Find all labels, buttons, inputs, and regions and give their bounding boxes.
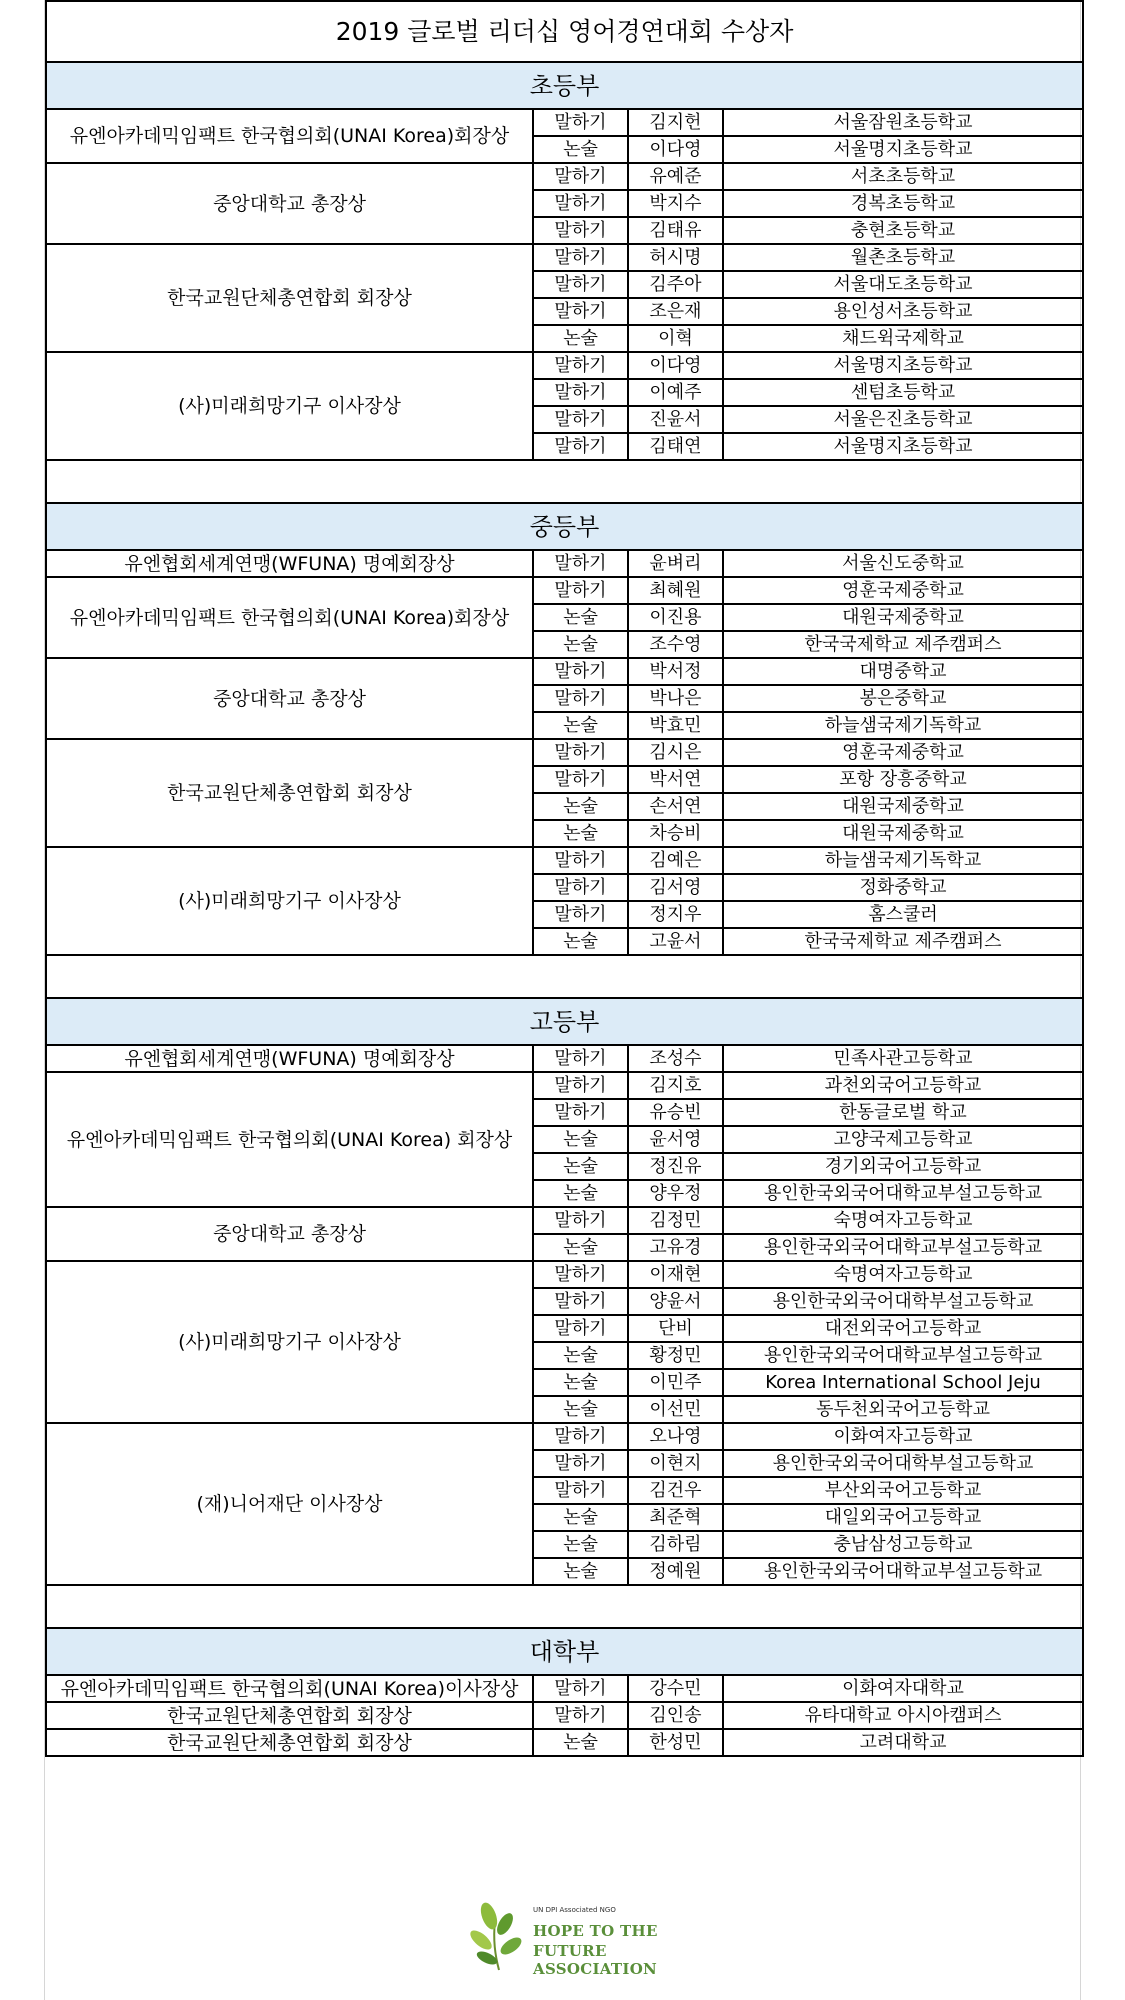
- section-title: 중등부: [46, 503, 1083, 550]
- category-cell: 말하기: [533, 577, 628, 604]
- category-cell: 말하기: [533, 685, 628, 712]
- category-cell: 말하기: [533, 163, 628, 190]
- school-cell: 유타대학교 아시아캠퍼스: [723, 1702, 1083, 1729]
- winner-name-cell: 김하림: [628, 1531, 723, 1558]
- section-header-row: [46, 998, 1083, 1045]
- winner-name-cell: 단비: [628, 1315, 723, 1342]
- school-cell: 한동글로벌 학교: [723, 1099, 1083, 1126]
- category-cell: 말하기: [533, 1288, 628, 1315]
- winner-name-cell: 한성민: [628, 1729, 723, 1756]
- school-cell: 고려대학교: [723, 1729, 1083, 1756]
- award-name: (사)미래희망기구 이사장상: [46, 352, 533, 460]
- table-row: [46, 109, 1083, 136]
- category-cell: 논술: [533, 1153, 628, 1180]
- winner-name-cell: 조수영: [628, 631, 723, 658]
- table-row: [46, 1702, 1083, 1729]
- spacer-row: [46, 1585, 1083, 1628]
- logo-tagline: UN DPI Associated NGO: [533, 1906, 616, 1914]
- awards-document: [45, 0, 1082, 1757]
- school-cell: 정화중학교: [723, 874, 1083, 901]
- category-cell: 말하기: [533, 1450, 628, 1477]
- school-cell: 숙명여자고등학교: [723, 1261, 1083, 1288]
- winner-name-cell: 이진용: [628, 604, 723, 631]
- category-cell: 논술: [533, 604, 628, 631]
- winner-name-cell: 유예준: [628, 163, 723, 190]
- category-cell: 말하기: [533, 739, 628, 766]
- winner-name-cell: 정지우: [628, 901, 723, 928]
- category-cell: 말하기: [533, 271, 628, 298]
- school-cell: 고양국제고등학교: [723, 1126, 1083, 1153]
- category-cell: 말하기: [533, 109, 628, 136]
- category-cell: 말하기: [533, 217, 628, 244]
- category-cell: 말하기: [533, 1702, 628, 1729]
- winner-name-cell: 김주아: [628, 271, 723, 298]
- school-cell: 서울은진초등학교: [723, 406, 1083, 433]
- table-row: [46, 550, 1083, 577]
- document-title: 2019 글로벌 리더십 영어경연대회 수상자: [46, 1, 1083, 62]
- award-name: 한국교원단체총연합회 회장상: [46, 739, 533, 847]
- winner-name-cell: 박나은: [628, 685, 723, 712]
- school-cell: 서울명지초등학교: [723, 433, 1083, 460]
- section-header-row: [46, 503, 1083, 550]
- category-cell: 말하기: [533, 550, 628, 577]
- winner-name-cell: 최혜원: [628, 577, 723, 604]
- school-cell: 용인한국외국어대학교부설고등학교: [723, 1558, 1083, 1585]
- school-cell: 과천외국어고등학교: [723, 1072, 1083, 1099]
- table-row: [46, 352, 1083, 379]
- winner-name-cell: 오나영: [628, 1423, 723, 1450]
- school-cell: 영훈국제중학교: [723, 577, 1083, 604]
- category-cell: 논술: [533, 1234, 628, 1261]
- winner-name-cell: 차승비: [628, 820, 723, 847]
- school-cell: 용인한국외국어대학부설고등학교: [723, 1288, 1083, 1315]
- table-row: [46, 1423, 1083, 1450]
- section-title: 초등부: [46, 62, 1083, 109]
- spacer-row: [46, 955, 1083, 998]
- category-cell: 논술: [533, 793, 628, 820]
- category-cell: 말하기: [533, 1423, 628, 1450]
- winner-name-cell: 김지호: [628, 1072, 723, 1099]
- school-cell: 용인한국외국어대학교부설고등학교: [723, 1180, 1083, 1207]
- winner-name-cell: 김예은: [628, 847, 723, 874]
- winner-name-cell: 정진유: [628, 1153, 723, 1180]
- school-cell: 한국국제학교 제주캠퍼스: [723, 928, 1083, 955]
- leaf-icon: [465, 1900, 535, 1972]
- school-cell: 동두천외국어고등학교: [723, 1396, 1083, 1423]
- category-cell: 말하기: [533, 1045, 628, 1072]
- category-cell: 말하기: [533, 190, 628, 217]
- title-row: [46, 1, 1083, 62]
- winner-name-cell: 이현지: [628, 1450, 723, 1477]
- winner-name-cell: 이다영: [628, 136, 723, 163]
- table-row: [46, 1207, 1083, 1234]
- category-cell: 말하기: [533, 379, 628, 406]
- school-cell: 봉은중학교: [723, 685, 1083, 712]
- winner-name-cell: 김인송: [628, 1702, 723, 1729]
- school-cell: 대일외국어고등학교: [723, 1504, 1083, 1531]
- school-cell: 영훈국제중학교: [723, 739, 1083, 766]
- category-cell: 논술: [533, 136, 628, 163]
- school-cell: 월촌초등학교: [723, 244, 1083, 271]
- school-cell: 경기외국어고등학교: [723, 1153, 1083, 1180]
- category-cell: 말하기: [533, 847, 628, 874]
- award-name: 유엔협회세계연맹(WFUNA) 명예회장상: [46, 1045, 533, 1072]
- category-cell: 말하기: [533, 1072, 628, 1099]
- winner-name-cell: 고윤서: [628, 928, 723, 955]
- category-cell: 논술: [533, 712, 628, 739]
- school-cell: 서울잠원초등학교: [723, 109, 1083, 136]
- spacer-row: [46, 460, 1083, 503]
- category-cell: 말하기: [533, 1477, 628, 1504]
- school-cell: 서울신도중학교: [723, 550, 1083, 577]
- category-cell: 말하기: [533, 1099, 628, 1126]
- award-name: (재)니어재단 이사장상: [46, 1423, 533, 1585]
- award-name: 유엔협회세계연맹(WFUNA) 명예회장상: [46, 550, 533, 577]
- school-cell: 한국국제학교 제주캠퍼스: [723, 631, 1083, 658]
- winner-name-cell: 강수민: [628, 1675, 723, 1702]
- table-row: [46, 1675, 1083, 1702]
- table-row: [46, 1072, 1083, 1099]
- school-cell: 용인한국외국어대학교부설고등학교: [723, 1342, 1083, 1369]
- winner-name-cell: 이다영: [628, 352, 723, 379]
- winner-name-cell: 최준혁: [628, 1504, 723, 1531]
- winner-name-cell: 허시명: [628, 244, 723, 271]
- school-cell: 홈스쿨러: [723, 901, 1083, 928]
- category-cell: 논술: [533, 1531, 628, 1558]
- school-cell: 서울명지초등학교: [723, 136, 1083, 163]
- category-cell: 말하기: [533, 1675, 628, 1702]
- winner-name-cell: 김지헌: [628, 109, 723, 136]
- winner-name-cell: 윤벼리: [628, 550, 723, 577]
- award-name: 유엔아카데믹임팩트 한국협의회(UNAI Korea)회장상: [46, 109, 533, 163]
- school-cell: 대원국제중학교: [723, 604, 1083, 631]
- section-spacer: [46, 460, 1083, 503]
- category-cell: 말하기: [533, 244, 628, 271]
- category-cell: 말하기: [533, 433, 628, 460]
- table-row: [46, 1045, 1083, 1072]
- winner-name-cell: 양우정: [628, 1180, 723, 1207]
- winner-name-cell: 조성수: [628, 1045, 723, 1072]
- school-cell: 이화여자고등학교: [723, 1423, 1083, 1450]
- winner-name-cell: 황정민: [628, 1342, 723, 1369]
- award-name: 중앙대학교 총장상: [46, 658, 533, 739]
- school-cell: 채드윅국제학교: [723, 325, 1083, 352]
- award-name: (사)미래희망기구 이사장상: [46, 847, 533, 955]
- category-cell: 논술: [533, 1369, 628, 1396]
- award-name: 중앙대학교 총장상: [46, 1207, 533, 1261]
- school-cell: 서초초등학교: [723, 163, 1083, 190]
- winner-name-cell: 이민주: [628, 1369, 723, 1396]
- section-spacer: [46, 955, 1083, 998]
- school-cell: 경복초등학교: [723, 190, 1083, 217]
- winner-name-cell: 김정민: [628, 1207, 723, 1234]
- category-cell: 말하기: [533, 1207, 628, 1234]
- school-cell: 용인성서초등학교: [723, 298, 1083, 325]
- school-cell: 센텀초등학교: [723, 379, 1083, 406]
- category-cell: 말하기: [533, 298, 628, 325]
- category-cell: 말하기: [533, 766, 628, 793]
- winner-name-cell: 박서연: [628, 766, 723, 793]
- winner-name-cell: 박지수: [628, 190, 723, 217]
- winner-name-cell: 손서연: [628, 793, 723, 820]
- school-cell: 포항 장흥중학교: [723, 766, 1083, 793]
- document-page: [44, 0, 1081, 2000]
- school-cell: 용인한국외국어대학부설고등학교: [723, 1450, 1083, 1477]
- table-row: [46, 244, 1083, 271]
- school-cell: 민족사관고등학교: [723, 1045, 1083, 1072]
- winner-name-cell: 유승빈: [628, 1099, 723, 1126]
- winner-name-cell: 이선민: [628, 1396, 723, 1423]
- winner-name-cell: 이재현: [628, 1261, 723, 1288]
- category-cell: 논술: [533, 1396, 628, 1423]
- school-cell: 서울대도초등학교: [723, 271, 1083, 298]
- award-name: 유엔아카데믹임팩트 한국협의회(UNAI Korea)이사장상: [46, 1675, 533, 1702]
- winner-name-cell: 조은재: [628, 298, 723, 325]
- winner-name-cell: 김서영: [628, 874, 723, 901]
- category-cell: 논술: [533, 1126, 628, 1153]
- table-row: [46, 658, 1083, 685]
- school-cell: 하늘샘국제기독학교: [723, 712, 1083, 739]
- category-cell: 말하기: [533, 1315, 628, 1342]
- school-cell: 충현초등학교: [723, 217, 1083, 244]
- awards-table: [45, 0, 1084, 1757]
- winner-name-cell: 김건우: [628, 1477, 723, 1504]
- winner-name-cell: 고유경: [628, 1234, 723, 1261]
- winner-name-cell: 이혁: [628, 325, 723, 352]
- school-cell: 하늘샘국제기독학교: [723, 847, 1083, 874]
- section-header-row: [46, 62, 1083, 109]
- school-cell: 부산외국어고등학교: [723, 1477, 1083, 1504]
- school-cell: 숙명여자고등학교: [723, 1207, 1083, 1234]
- award-name: (사)미래희망기구 이사장상: [46, 1261, 533, 1423]
- table-row: [46, 1729, 1083, 1756]
- award-name: 중앙대학교 총장상: [46, 163, 533, 244]
- category-cell: 논술: [533, 1504, 628, 1531]
- winner-name-cell: 김태연: [628, 433, 723, 460]
- category-cell: 논술: [533, 928, 628, 955]
- category-cell: 말하기: [533, 901, 628, 928]
- school-cell: 대전외국어고등학교: [723, 1315, 1083, 1342]
- category-cell: 말하기: [533, 1261, 628, 1288]
- winner-name-cell: 양윤서: [628, 1288, 723, 1315]
- table-row: [46, 163, 1083, 190]
- winner-name-cell: 진윤서: [628, 406, 723, 433]
- table-row: [46, 739, 1083, 766]
- school-cell: Korea International School Jeju: [723, 1369, 1083, 1396]
- winner-name-cell: 김태유: [628, 217, 723, 244]
- award-name: 유엔아카데믹임팩트 한국협의회(UNAI Korea)회장상: [46, 577, 533, 658]
- award-name: 한국교원단체총연합회 회장상: [46, 1702, 533, 1729]
- table-row: [46, 1261, 1083, 1288]
- award-name: 유엔아카데믹임팩트 한국협의회(UNAI Korea) 회장상: [46, 1072, 533, 1207]
- winner-name-cell: 이예주: [628, 379, 723, 406]
- section-title: 고등부: [46, 998, 1083, 1045]
- school-cell: 서울명지초등학교: [723, 352, 1083, 379]
- category-cell: 논술: [533, 1558, 628, 1585]
- school-cell: 용인한국외국어대학교부설고등학교: [723, 1234, 1083, 1261]
- table-row: [46, 577, 1083, 604]
- logo-text-line2: FUTURE ASSOCIATION: [533, 1942, 658, 1978]
- school-cell: 대원국제중학교: [723, 793, 1083, 820]
- category-cell: 논술: [533, 1342, 628, 1369]
- winner-name-cell: 박서정: [628, 658, 723, 685]
- category-cell: 논술: [533, 820, 628, 847]
- school-cell: 이화여자대학교: [723, 1675, 1083, 1702]
- logo-text-line1: HOPE TO THE: [533, 1922, 658, 1940]
- school-cell: 대원국제중학교: [723, 820, 1083, 847]
- winner-name-cell: 김시은: [628, 739, 723, 766]
- table-row: [46, 847, 1083, 874]
- category-cell: 말하기: [533, 406, 628, 433]
- category-cell: 논술: [533, 1729, 628, 1756]
- award-name: 한국교원단체총연합회 회장상: [46, 1729, 533, 1756]
- winner-name-cell: 정예원: [628, 1558, 723, 1585]
- award-name: 한국교원단체총연합회 회장상: [46, 244, 533, 352]
- category-cell: 말하기: [533, 658, 628, 685]
- section-header-row: [46, 1628, 1083, 1675]
- category-cell: 말하기: [533, 352, 628, 379]
- category-cell: 논술: [533, 631, 628, 658]
- category-cell: 말하기: [533, 874, 628, 901]
- organization-logo: [465, 1900, 725, 1978]
- winner-name-cell: 윤서영: [628, 1126, 723, 1153]
- section-spacer: [46, 1585, 1083, 1628]
- school-cell: 충남삼성고등학교: [723, 1531, 1083, 1558]
- section-title: 대학부: [46, 1628, 1083, 1675]
- category-cell: 논술: [533, 1180, 628, 1207]
- school-cell: 대명중학교: [723, 658, 1083, 685]
- winner-name-cell: 박효민: [628, 712, 723, 739]
- category-cell: 논술: [533, 325, 628, 352]
